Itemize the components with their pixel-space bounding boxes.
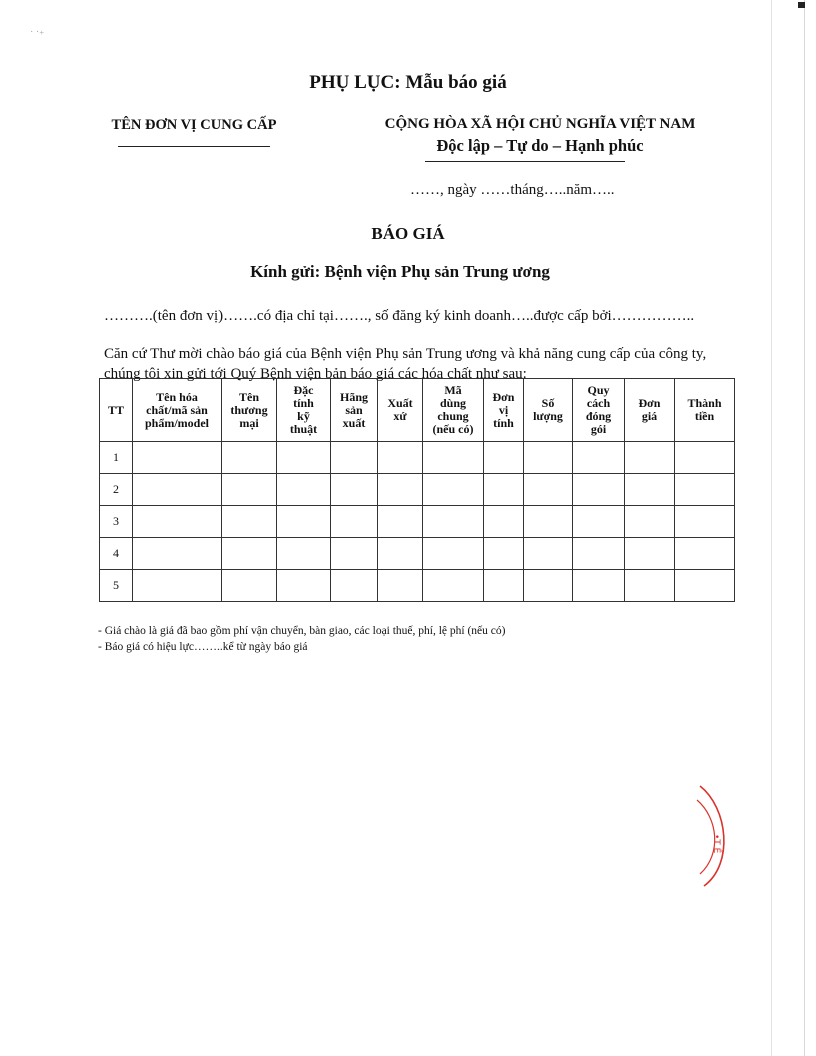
scan-corner-mark <box>798 2 805 8</box>
intro-paragraph: Căn cứ Thư mời chào báo giá của Bệnh viện Phụ sản Trung ương và khả năng cung cấp của công ty, chúng tôi xin gửi tới Quý Bệnh viện bản báo giá các hóa chất như sau: <box>104 346 707 382</box>
table-cell <box>573 570 625 602</box>
column-header-line: Tên <box>238 389 259 404</box>
column-header-line: Tên hóa <box>156 389 198 404</box>
column-header-line: kỹ <box>297 409 310 423</box>
column-header-line: Thành <box>687 396 722 410</box>
column-header <box>277 379 331 442</box>
table-cell <box>378 474 423 506</box>
column-header <box>625 379 675 442</box>
row-number: 5 <box>100 570 133 602</box>
column-header-line: chất/mã sản <box>146 402 208 417</box>
column-header-line: TT <box>107 402 124 417</box>
table-cell <box>277 474 331 506</box>
table-cell <box>222 474 277 506</box>
table-cell <box>133 538 222 570</box>
table-cell <box>675 538 735 570</box>
column-header <box>675 379 735 442</box>
supplier-underline <box>118 146 270 147</box>
table-cell <box>277 506 331 538</box>
table-cell <box>675 474 735 506</box>
table-cell <box>675 570 735 602</box>
table-cell <box>277 570 331 602</box>
note-item: - Báo giá có hiệu lực……..kể từ ngày báo giá <box>98 641 308 653</box>
notes <box>98 623 505 655</box>
table-cell <box>484 570 524 602</box>
column-header-line: thuật <box>289 422 318 436</box>
recipient-line: Kính gửi: Bệnh viện Phụ sản Trung ương <box>250 262 550 281</box>
table-cell <box>484 474 524 506</box>
national-title: CỘNG HÒA XÃ HỘI CHỦ NGHĨA VIỆT NAM <box>384 116 696 132</box>
column-header-line: mại <box>239 415 259 430</box>
motto-underline <box>425 161 625 162</box>
table-cell <box>524 570 573 602</box>
table-row <box>100 538 735 570</box>
national-motto: Độc lập – Tự do – Hạnh phúc <box>436 136 644 155</box>
red-stamp-fragment <box>694 782 738 894</box>
column-header <box>100 379 133 442</box>
supplier-org-name: TÊN ĐƠN VỊ CUNG CẤP <box>111 117 277 133</box>
table-cell <box>675 442 735 474</box>
table-cell <box>378 538 423 570</box>
table-cell <box>331 538 378 570</box>
column-header-line: Đơn <box>492 389 515 404</box>
table-row <box>100 570 735 602</box>
table-cell <box>524 506 573 538</box>
column-header <box>222 379 277 442</box>
table-cell <box>625 570 675 602</box>
table-cell <box>331 506 378 538</box>
table-cell <box>524 442 573 474</box>
column-header-line: Số <box>541 396 555 410</box>
table-cell <box>484 538 524 570</box>
column-header <box>423 379 484 442</box>
column-header <box>378 379 423 442</box>
table-cell <box>378 570 423 602</box>
row-number: 4 <box>100 538 133 570</box>
column-header-line: (nếu có) <box>432 422 474 436</box>
table-cell <box>573 474 625 506</box>
appendix-title <box>0 72 816 94</box>
appendix-title-prefix: PHỤ LỤC: <box>309 72 401 93</box>
table-cell <box>277 442 331 474</box>
scan-speck: ˙ ˙⁺ <box>30 30 45 41</box>
table-cell <box>625 506 675 538</box>
table-cell <box>573 442 625 474</box>
table-cell <box>222 538 277 570</box>
column-header-line: Xuất <box>387 396 413 410</box>
table-row <box>100 474 735 506</box>
table-cell <box>222 570 277 602</box>
table-cell <box>378 442 423 474</box>
table-cell <box>423 474 484 506</box>
column-header-line: vị <box>498 402 509 417</box>
table-cell <box>222 506 277 538</box>
row-number: 2 <box>100 474 133 506</box>
column-header-line: giá <box>641 409 658 423</box>
column-header-line: xứ <box>393 409 407 423</box>
column-header-line: Mã <box>444 383 462 397</box>
table-cell <box>331 474 378 506</box>
column-header-line: gói <box>590 422 607 436</box>
scan-edge-line <box>804 0 805 1056</box>
table-cell <box>331 442 378 474</box>
column-header <box>573 379 625 442</box>
stamp-glyph: •T Ế <box>711 834 721 854</box>
quotation-table <box>99 378 735 602</box>
table-cell <box>423 570 484 602</box>
table-cell <box>133 570 222 602</box>
column-header-line: chung <box>437 409 469 423</box>
table-cell <box>675 506 735 538</box>
table-cell <box>524 538 573 570</box>
column-header-line: dùng <box>439 396 467 410</box>
column-header-line: sản <box>345 402 363 417</box>
column-header-line: cách <box>586 396 611 410</box>
table-cell <box>331 570 378 602</box>
column-header-line: xuất <box>342 415 366 430</box>
column-header-line: đóng <box>585 409 612 423</box>
table-cell <box>378 506 423 538</box>
column-header-line: Hãng <box>339 389 368 404</box>
table-cell <box>423 442 484 474</box>
note-item: - Giá chào là giá đã bao gồm phí vận chuyển, bàn giao, các loại thuế, phí, lệ phí (nếu có) <box>98 625 506 637</box>
table-cell <box>625 442 675 474</box>
column-header <box>331 379 378 442</box>
column-header <box>524 379 573 442</box>
table-cell <box>573 506 625 538</box>
column-header-line: lượng <box>533 409 563 423</box>
table-cell <box>573 538 625 570</box>
column-header <box>484 379 524 442</box>
table-row <box>100 442 735 474</box>
table-cell <box>277 538 331 570</box>
table-header-row <box>100 379 735 442</box>
column-header-line: tính <box>493 415 514 430</box>
table-cell <box>484 506 524 538</box>
table-row <box>100 506 735 538</box>
column-header-line: Quy <box>587 383 610 397</box>
scan-edge-line <box>771 0 772 1056</box>
date-line: ……, ngày ……tháng…..năm….. <box>410 182 615 198</box>
table-cell <box>222 442 277 474</box>
table-cell <box>484 442 524 474</box>
column-header-line: tính <box>293 396 314 410</box>
row-number: 3 <box>100 506 133 538</box>
table-cell <box>133 474 222 506</box>
document-title: BÁO GIÁ <box>371 224 445 243</box>
table-cell <box>133 442 222 474</box>
supplier-info-paragraph: ……….(tên đơn vị)…….có địa chỉ tại……., số đăng ký kinh doanh…..được cấp bởi…………….. <box>104 308 695 324</box>
table-cell <box>625 538 675 570</box>
table-cell <box>423 538 484 570</box>
column-header-line: phẩm/model <box>144 415 209 430</box>
column-header <box>133 379 222 442</box>
table-cell <box>524 474 573 506</box>
row-number: 1 <box>100 442 133 474</box>
table-cell <box>423 506 484 538</box>
column-header-line: thương <box>230 402 268 417</box>
appendix-title-main: Mẫu báo giá <box>400 72 507 93</box>
table-cell <box>133 506 222 538</box>
column-header-line: Đặc <box>293 383 314 397</box>
column-header-line: tiền <box>694 409 715 423</box>
table-cell <box>625 474 675 506</box>
column-header-line: Đơn <box>638 396 661 410</box>
